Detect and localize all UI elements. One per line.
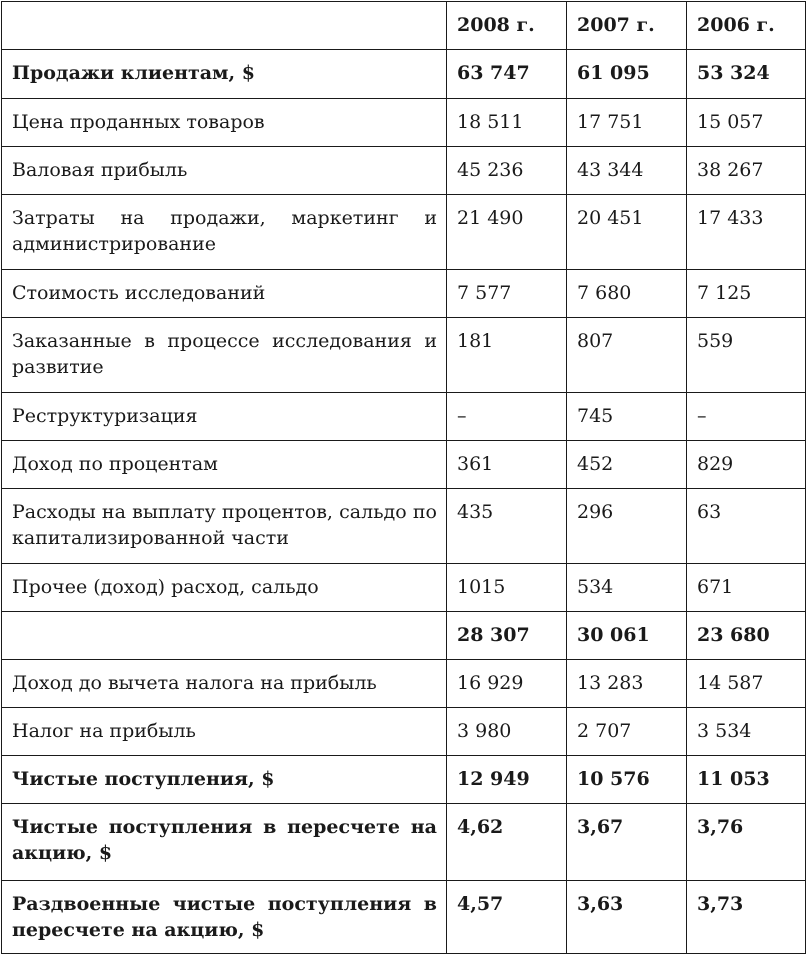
value-2007: 17 751 xyxy=(567,99,687,147)
row-label: Прочее (доход) расход, сальдо xyxy=(2,564,447,612)
row-label: Чистые поступления в пересчете на акцию, $ xyxy=(2,804,447,881)
value-2006: 559 xyxy=(687,318,806,393)
value-2008: 18 511 xyxy=(447,99,567,147)
value-2006: 7 125 xyxy=(687,270,806,318)
value-2007: 452 xyxy=(567,441,687,489)
header-year-2007: 2007 г. xyxy=(567,2,687,50)
row-label: Валовая прибыль xyxy=(2,147,447,195)
table-row xyxy=(2,441,806,489)
value-2006: 14 587 xyxy=(687,660,806,708)
row-label: Налог на прибыль xyxy=(2,708,447,756)
header-year-2006: 2006 г. xyxy=(687,2,806,50)
value-2007: 13 283 xyxy=(567,660,687,708)
value-2008: 1015 xyxy=(447,564,567,612)
table-row xyxy=(2,881,806,954)
header-row xyxy=(2,2,806,50)
value-2006: 3 534 xyxy=(687,708,806,756)
row-label: Заказанные в процессе исследования и развитие xyxy=(2,318,447,393)
table-row xyxy=(2,660,806,708)
table-row xyxy=(2,708,806,756)
value-2007: 30 061 xyxy=(567,612,687,660)
value-2006: 38 267 xyxy=(687,147,806,195)
row-label: Реструктуризация xyxy=(2,393,447,441)
subtotal-row xyxy=(2,612,806,660)
row-label: Продажи клиентам, $ xyxy=(2,50,447,99)
value-2008: 7 577 xyxy=(447,270,567,318)
value-2006: 3,73 xyxy=(687,881,806,954)
header-empty-cell xyxy=(2,2,447,50)
value-2006: 63 xyxy=(687,489,806,564)
row-label: Цена проданных товаров xyxy=(2,99,447,147)
table-row xyxy=(2,270,806,318)
value-2007: 534 xyxy=(567,564,687,612)
value-2006: 3,76 xyxy=(687,804,806,881)
table-row xyxy=(2,195,806,270)
value-2007: 7 680 xyxy=(567,270,687,318)
value-2008: – xyxy=(447,393,567,441)
value-2006: 829 xyxy=(687,441,806,489)
table-row xyxy=(2,756,806,804)
value-2007: 296 xyxy=(567,489,687,564)
value-2007: 3,67 xyxy=(567,804,687,881)
value-2008: 361 xyxy=(447,441,567,489)
value-2008: 181 xyxy=(447,318,567,393)
financial-table xyxy=(1,1,806,954)
value-2007: 2 707 xyxy=(567,708,687,756)
value-2008: 16 929 xyxy=(447,660,567,708)
row-label: Раздвоенные чистые поступления в пересчете на акцию, $ xyxy=(2,881,447,954)
row-label xyxy=(2,612,447,660)
table-row xyxy=(2,318,806,393)
value-2007: 20 451 xyxy=(567,195,687,270)
value-2006: 15 057 xyxy=(687,99,806,147)
table-row xyxy=(2,99,806,147)
value-2008: 4,62 xyxy=(447,804,567,881)
value-2008: 3 980 xyxy=(447,708,567,756)
table-row xyxy=(2,489,806,564)
value-2006: – xyxy=(687,393,806,441)
row-label: Расходы на выплату процентов, сальдо по капитализированной части xyxy=(2,489,447,564)
row-label: Доход по процентам xyxy=(2,441,447,489)
value-2008: 12 949 xyxy=(447,756,567,804)
value-2007: 10 576 xyxy=(567,756,687,804)
row-label: Стоимость исследований xyxy=(2,270,447,318)
value-2008: 45 236 xyxy=(447,147,567,195)
table-row xyxy=(2,564,806,612)
row-label: Чистые поступления, $ xyxy=(2,756,447,804)
value-2007: 745 xyxy=(567,393,687,441)
value-2006: 17 433 xyxy=(687,195,806,270)
table-row xyxy=(2,393,806,441)
value-2007: 61 095 xyxy=(567,50,687,99)
value-2008: 63 747 xyxy=(447,50,567,99)
value-2007: 43 344 xyxy=(567,147,687,195)
value-2007: 3,63 xyxy=(567,881,687,954)
table-row xyxy=(2,50,806,99)
value-2006: 671 xyxy=(687,564,806,612)
row-label: Затраты на продажи, маркетинг и администрирование xyxy=(2,195,447,270)
value-2008: 28 307 xyxy=(447,612,567,660)
value-2006: 11 053 xyxy=(687,756,806,804)
value-2008: 435 xyxy=(447,489,567,564)
value-2006: 53 324 xyxy=(687,50,806,99)
row-label: Доход до вычета налога на прибыль xyxy=(2,660,447,708)
value-2008: 21 490 xyxy=(447,195,567,270)
value-2007: 807 xyxy=(567,318,687,393)
table-row xyxy=(2,147,806,195)
value-2006: 23 680 xyxy=(687,612,806,660)
value-2008: 4,57 xyxy=(447,881,567,954)
table-row xyxy=(2,804,806,881)
header-year-2008: 2008 г. xyxy=(447,2,567,50)
